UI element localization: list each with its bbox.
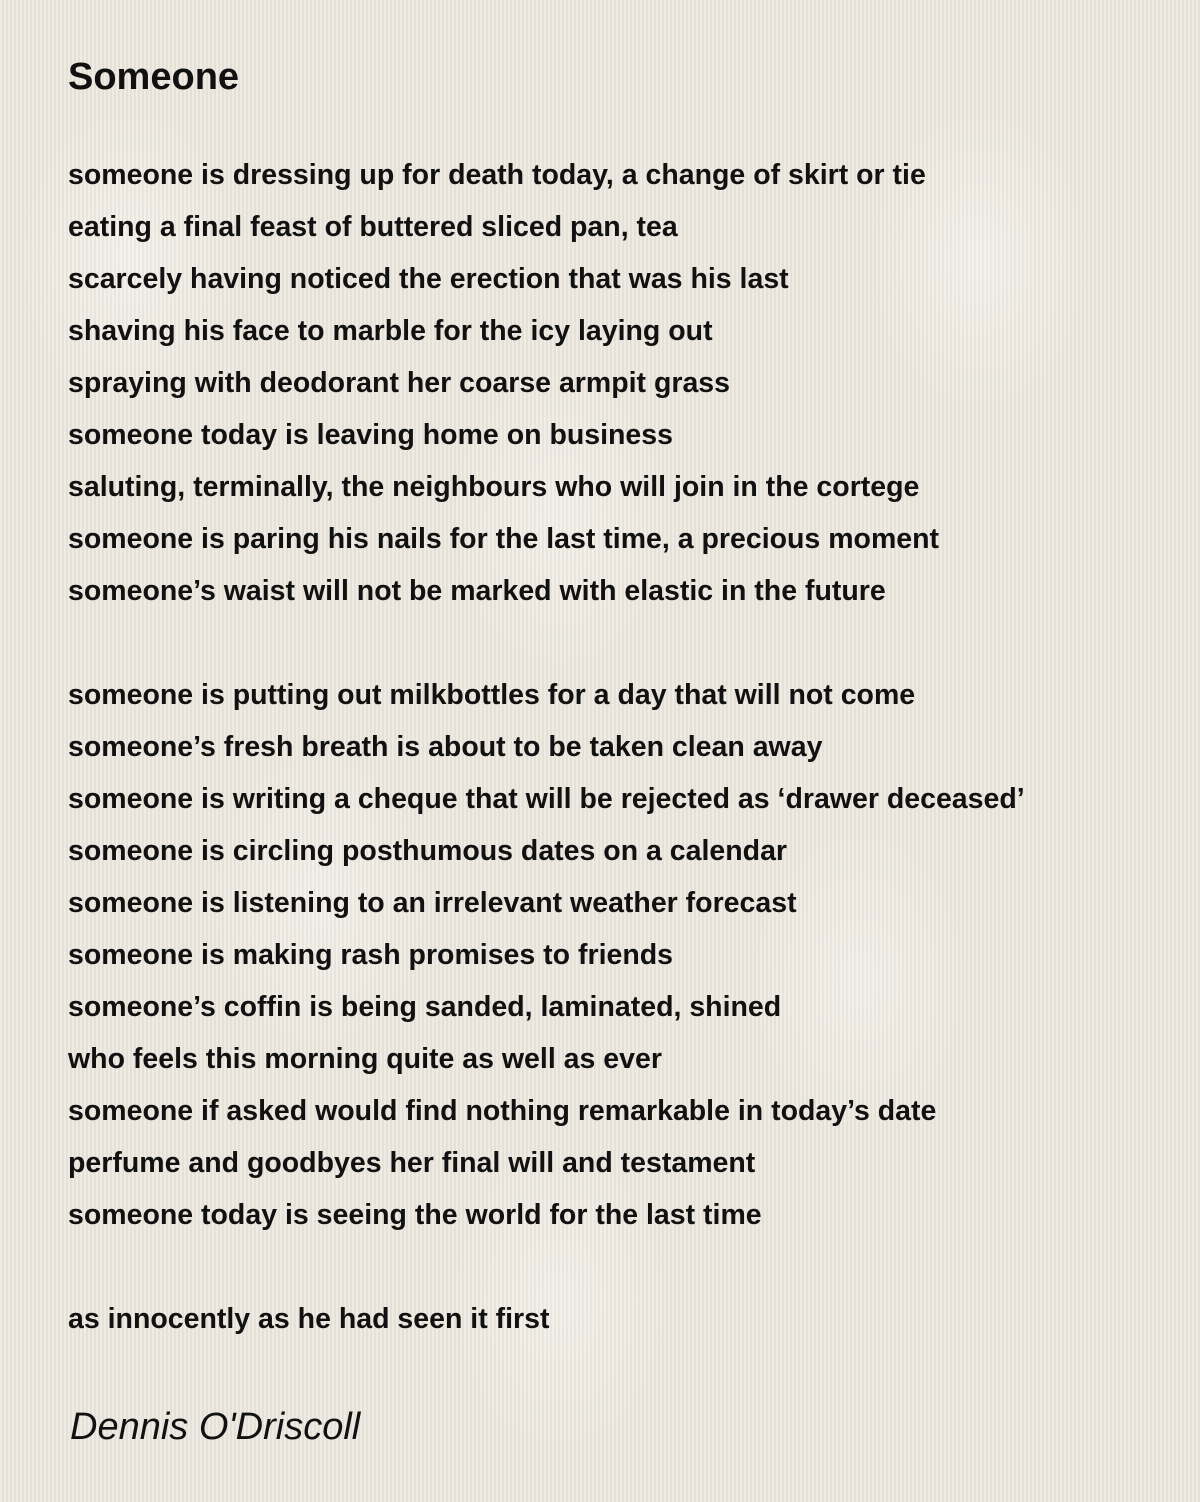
poem-line: someone today is seeing the world for the last time [68, 1199, 762, 1231]
stanza-2 [68, 669, 1188, 1241]
poem-line: eating a final feast of buttered sliced pan, tea [68, 211, 678, 243]
poem-line: shaving his face to marble for the icy laying out [68, 315, 713, 347]
poem-line: someone’s waist will not be marked with elastic in the future [68, 575, 886, 607]
poem-line: someone if asked would find nothing remarkable in today’s date [68, 1095, 937, 1127]
poem-line: someone is circling posthumous dates on a calendar [68, 835, 788, 867]
poem-author: Dennis O'Driscoll [70, 1406, 361, 1448]
stanza-3 [68, 1293, 1188, 1345]
poem-line: someone’s coffin is being sanded, laminated, shined [68, 991, 782, 1023]
poem-line: someone is dressing up for death today, a change of skirt or tie [68, 159, 926, 191]
poem-line: as innocently as he had seen it first [68, 1303, 550, 1335]
poem-line: someone is listening to an irrelevant weather forecast [68, 887, 797, 919]
poem-body [68, 149, 1188, 1345]
poem-line: saluting, terminally, the neighbours who will join in the cortege [68, 471, 920, 503]
poem-line: someone is paring his nails for the last time, a precious moment [68, 523, 940, 555]
poem-line: who feels this morning quite as well as ever [68, 1043, 662, 1075]
poem-line: spraying with deodorant her coarse armpit grass [68, 367, 731, 399]
poem-line: someone is making rash promises to friends [68, 939, 674, 971]
poem-title: Someone [68, 56, 240, 98]
poem-line: someone is putting out milkbottles for a day that will not come [68, 679, 916, 711]
poem-line: perfume and goodbyes her final will and testament [68, 1147, 756, 1179]
poem-line: scarcely having noticed the erection that was his last [68, 263, 789, 295]
poem-line: someone is writing a cheque that will be rejected as ‘drawer deceased’ [68, 783, 1025, 815]
poem-line: someone’s fresh breath is about to be taken clean away [68, 731, 823, 763]
stanza-1 [68, 149, 1188, 617]
poem-line: someone today is leaving home on business [68, 419, 673, 451]
